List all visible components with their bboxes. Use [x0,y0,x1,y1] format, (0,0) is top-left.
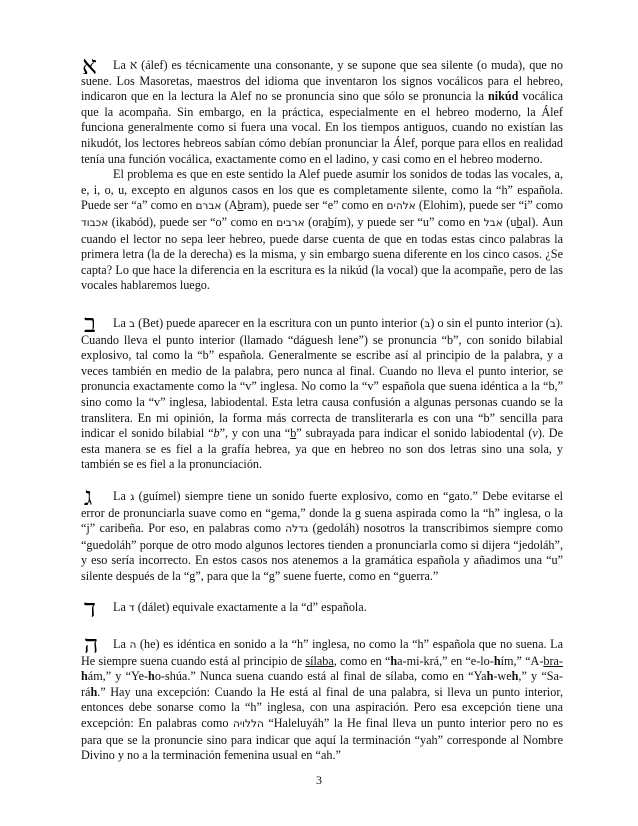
section-he [81,637,563,764]
section-guimel [81,489,563,585]
section-dalet [81,600,563,617]
paragraph-dalet: La ד (dálet) equivale exactamente a la “d” española. [113,600,367,614]
hebrew-letter-guimel: ג [84,482,93,511]
page-number: 3 [316,773,322,787]
hebrew-letter-he: ה [84,630,99,659]
hebrew-letter-bet: ב [84,309,97,338]
paragraph-he: La ה (he) es idéntica en sonido a la “h” inglesa, no como la “h” española que no suena. La He siempre suena cuando está al principio de sílaba, como en “ha-mi-krá,” en “e-lo-hím,” “A-bra-hám,” y “Ye-ho-shúa.” Nunca suena cuando está al final de sílaba, como en “Yah-weh,” y “Sa-ráh.” Hay una excepción: Cuando la He está al final de una palabra, si lleva un punto interior, entonces debe sonarse como la “h” inglesa, con una aspiración. Pero esa excepción tiene una excepción: En palabras como הללויה “Haleluyáh” la He final lleva un punto interior pero no es para que se la pronuncie sino para indicar que aquí la terminación “yah” corresponde al Nombre Divino y no a la terminación femenina usual en “ah.” [81,637,563,763]
paragraph-alef-2: El problema es que en este sentido la Alef puede asumir los sonidos de todas las vocales, a, e, i, o, u, excepto en algunos casos en los que es completamente silente, como la “h” española. Puede ser “a” como en אברם (Abram), puede ser “e” como en אלהים (Elohim), puede ser “i” como אכבוד (ikabód), puede ser “o” como en ארבים (orabím), y puede ser “u” como en אבל (ubal). Aun cuando el lector no sepa leer hebreo, puede darse cuenta de que en todas estas cinco palabras la primera letra (la de la derecha) es la misma, y sin embargo suena diferente en los cinco casos. ¿Se capta? Lo que hace la diferencia en la escritura es la nikúd (la vocal) que la acompañe, pero de las vocales hablaremos luego. [81,167,564,293]
hebrew-letter-alef: א [82,51,98,80]
hebrew-letter-dalet: ד [84,594,97,623]
paragraph-alef-1: La א (álef) es técnicamente una consonante, y se supone que sea silente (o muda), que no suene. Los Masoretas, maestros del idioma que inventaron los signos vocálicos para el hebreo, indicaron que en la lectura la Alef no se pronuncia sino que sólo se pronuncia la nikúd vocálica que la acompaña. Sin embargo, en la práctica, especialmente en el hebreo moderno, la Álef funciona generalmente como si fuera una vocal. En los tiempos antiguos, cuando no existían las nikudót, los lectores hebreos sabían cómo debían pronunciar la Álef, porque para ellos en realidad tenía una función vocálica, exactamente como en el ladino, y casi como en el hebreo moderno. [81,58,563,166]
section-alef [81,58,563,294]
paragraph-guimel: La ג (guímel) siempre tiene un sonido fuerte explosivo, como en “gato.” Debe evitarse el error de pronunciarla suave como en “gema,” donde la g suena aspirada como la “h” inglesa, o la “j” caribeña. Por eso, en palabras como גדלה (gedoláh) nosotros la transcribimos siempre como “guedoláh” porque de otro modo algunos lectores tienden a pronunciarla como si dijera “jedoláh”, y eso sería incorrecto. En estos casos nos atenemos a la gramática española y añadimos una “u” silente después de la “g”, para que la “g” suene fuerte, como en “guerra.” [81,489,564,583]
section-bet [81,316,563,473]
paragraph-bet: La ב (Bet) puede aparecer en la escritura con un punto interior (בּ) o sin el punto interior (ב). Cuando lleva el punto interior (llamado “dáguesh lene”) se pronuncia “b”, con sonido bilabial explosivo, tal como la “b” española. Generalmente se escribe así al principio de la palabra, y a veces también en medio de la palabra, pero nunca al final. Cuando no lleva el punto interior, se pronuncia exactamente como la “v” inglesa. No como la “v” española que suena idéntica a la “b,” sino como la “v” inglesa, labiodental. Esta letra causa confusión a algunas personas cuando se la translitera. En mi opinión, la forma más correcta de transliterarla es con una “b” sencilla para indicar el sonido bilabial “b”, y con una “b” subrayada para indicar el sonido labiodental (v). De esta manera se es fiel a la grafía hebrea, ya que en hebreo no son dos letras sino una sola, y también se es fiel a la pronunciación. [81,316,563,472]
